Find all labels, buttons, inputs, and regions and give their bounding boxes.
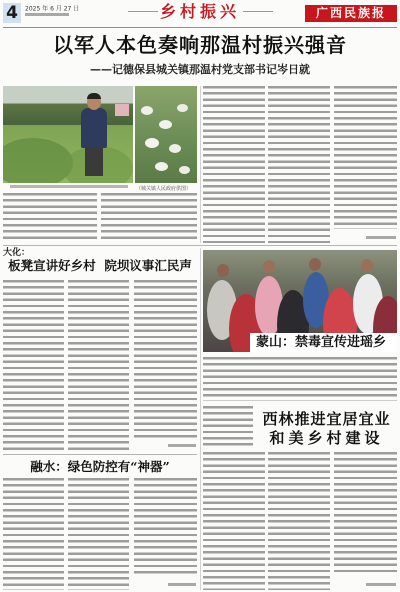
lead-body-text (3, 193, 97, 242)
mengshan-caption-text (203, 357, 397, 401)
person-torso (81, 108, 107, 148)
xilin-body-text (203, 406, 253, 447)
xilin-byline (366, 583, 396, 586)
chicken (177, 104, 188, 112)
person-head (309, 258, 321, 271)
lead-body-text (203, 86, 265, 243)
xilin-headline-line2: 和美乡村建设 (269, 429, 384, 447)
chicken (169, 144, 181, 153)
chicken (141, 106, 153, 115)
section-divider (3, 454, 197, 455)
dahua-body-text (3, 280, 64, 450)
issue-date: 2025 年 6 月 27 日 (25, 5, 80, 12)
paper-name-logo: 广西民族报 (305, 5, 397, 22)
person-legs (85, 146, 103, 176)
dahua-kicker: 大化： (3, 248, 31, 258)
section-title: 乡村振兴 (159, 2, 240, 21)
lead-body-text (101, 193, 197, 242)
lead-byline (366, 236, 396, 239)
chicken (179, 166, 190, 174)
section-divider (3, 245, 397, 246)
lead-photo-chickens (135, 86, 197, 183)
photo-credit: （城关镇人民政府供图） (136, 186, 191, 192)
lead-body-text (334, 86, 397, 229)
person-hair (87, 93, 101, 99)
rongshui-body-text (68, 478, 129, 590)
rongshui-body-text (3, 478, 64, 590)
crop-foliage (3, 138, 73, 183)
chicken (155, 162, 168, 171)
rongshui-body-text (134, 478, 197, 576)
xilin-headline-line1: 西林推进宜居宜业 (262, 410, 391, 428)
page-number: 4 (3, 3, 21, 23)
lead-body-text (268, 86, 330, 243)
masthead-rule (3, 27, 397, 28)
column-divider (200, 248, 201, 590)
mengshan-photo-caption: 蒙山：禁毒宣传进瑶乡 (250, 333, 397, 352)
xilin-body-text (268, 452, 330, 590)
dahua-body-text (68, 280, 129, 450)
lead-photo-field (3, 86, 133, 183)
dahua-headline: 板凳宣讲好乡村 院坝议事汇民声 (8, 258, 192, 273)
xilin-body-text (203, 452, 265, 590)
chicken (145, 138, 159, 148)
xilin-body-text (334, 452, 397, 576)
lead-headline: 以军人本色奏响那温村振兴强音 (53, 33, 347, 57)
column-divider (200, 86, 201, 243)
rongshui-headline: 融水：绿色防控有“神器” (30, 459, 170, 474)
person-head (361, 259, 373, 272)
rongshui-byline (168, 583, 196, 586)
chicken (159, 120, 172, 129)
lead-subheadline: ——记德保县城关镇那温村党支部书记岑日就 (90, 63, 310, 76)
person-head (263, 260, 275, 273)
dahua-body-text (134, 280, 197, 438)
signboard (115, 104, 129, 116)
dahua-byline (168, 444, 196, 447)
person-head (217, 264, 229, 277)
lead-photo-caption (10, 185, 128, 188)
